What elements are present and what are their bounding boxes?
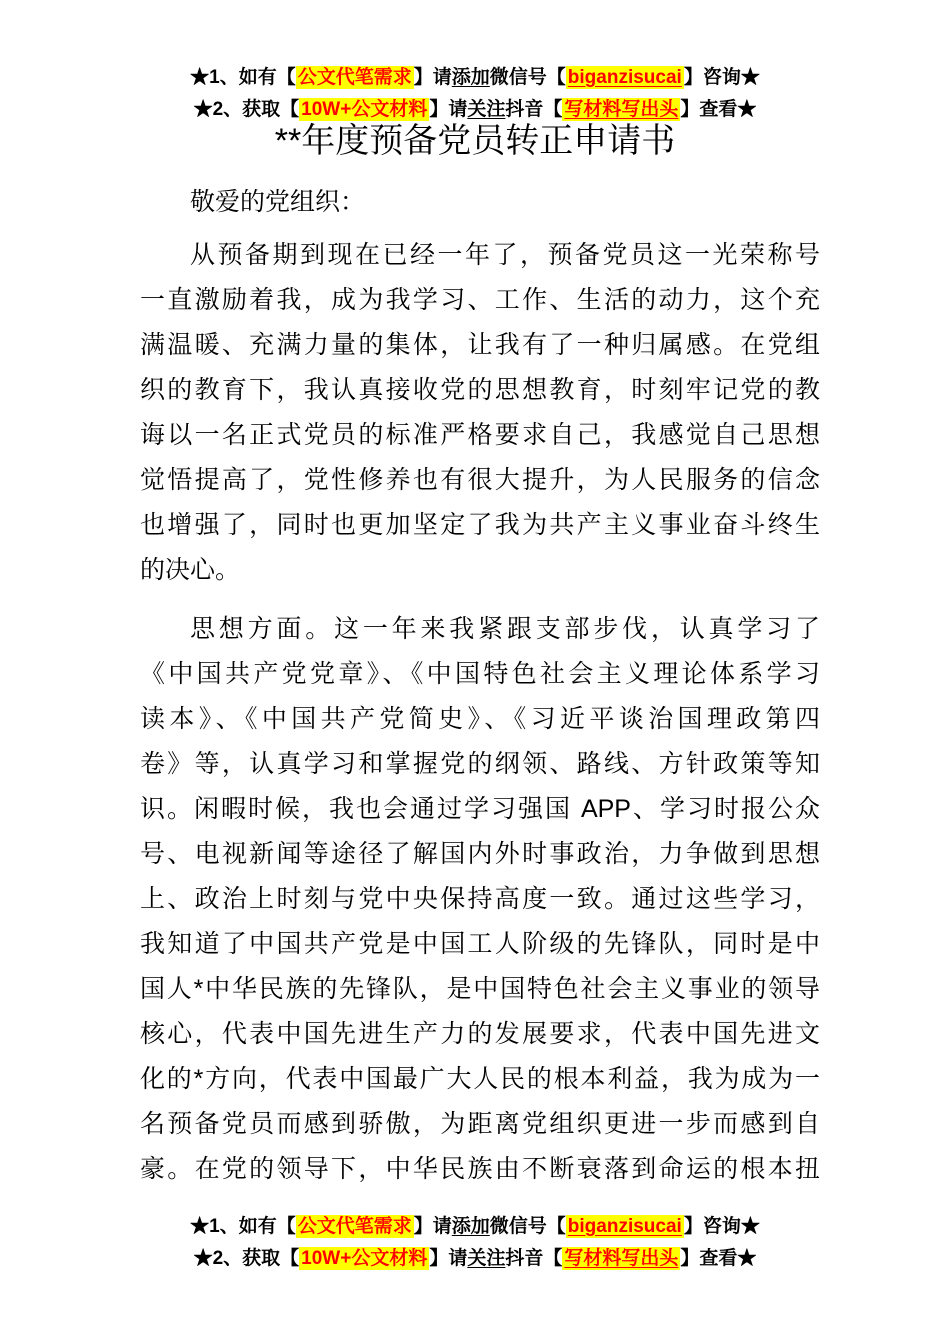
banner-text: ★1、如有【: [190, 67, 296, 88]
banner-text: 】请: [413, 67, 452, 88]
text-line: 我知道了中国共产党是中国工人阶级的先锋队，同时是中: [140, 930, 820, 958]
banner-highlight-text: 写材料写出头: [564, 99, 679, 120]
text-line: 读本》、《中国共产党简史》、《习近平谈治国理政第四: [140, 705, 820, 733]
text-line: 也增强了，同时也更加坚定了我为共产主义事业奋斗终生: [140, 511, 820, 539]
text-line: 卷》等，认真学习和掌握党的纲领、路线、方针政策等知: [140, 750, 820, 778]
banner-text: ★2、获取【: [193, 99, 300, 120]
paragraph: [140, 607, 820, 1192]
text-line: 上、政治上时刻与党中央保持高度一致。通过这些学习，: [140, 885, 820, 913]
banner-highlight-text: 公文代笔需求: [297, 67, 412, 88]
text-line: 从预备期到现在已经一年了，预备党员这一光荣称号: [190, 241, 820, 269]
banner-highlight-text: 关注: [467, 99, 506, 120]
banner-text: 】查看★: [680, 99, 757, 120]
banner-text: 】咨询★: [683, 1216, 760, 1237]
banner-highlight-text: biganzisucai: [567, 67, 682, 88]
salutation-line: 敬爱的党组织：: [190, 188, 366, 216]
banner-text: 】请: [429, 1248, 468, 1269]
banner-highlight-text: biganzisucai: [567, 1216, 682, 1237]
text-line: 化的*方向，代表中国最广大人民的根本利益，我为成为一: [140, 1065, 820, 1093]
banner-text: 抖音【: [505, 1248, 563, 1269]
text-line: 名预备党员而感到骄傲，为距离党组织更进一步而感到自: [140, 1110, 820, 1138]
banner-highlight-text: 添加: [451, 1216, 490, 1237]
text-line: 诲以一名正式党员的标准严格要求自己，我感觉自己思想: [140, 421, 820, 449]
banner-text: ★1、如有【: [190, 1216, 296, 1237]
header-ad-banner: [0, 62, 950, 126]
banner-text: 】咨询★: [683, 67, 760, 88]
text-line: 觉悟提高了，党性修养也有很大提升，为人民服务的信念: [140, 466, 820, 494]
text-line: 识。闲暇时候，我也会通过学习强国 APP、学习时报公众: [140, 795, 820, 823]
text-line: 国人*中华民族的先锋队，是中国特色社会主义事业的领导: [140, 975, 820, 1003]
text-line: 织的教育下，我认真接收党的思想教育，时刻牢记党的教: [140, 376, 820, 404]
text-line: 豪。在党的领导下，中华民族由不断衰落到命运的根本扭: [140, 1155, 820, 1183]
text-line: 思想方面。这一年来我紧跟支部步伐，认真学习了: [190, 615, 820, 643]
text-line: 满温暖、充满力量的集体，让我有了一种归属感。在党组: [140, 331, 820, 359]
footer-ad-banner: [0, 1211, 950, 1275]
document-title: **年度预备党员转正申请书: [274, 122, 676, 160]
banner-text: 微信号【: [489, 1216, 566, 1237]
ad-banner-line: [0, 1243, 950, 1275]
banner-highlight-text: 10W+公文材料: [301, 99, 428, 120]
banner-text: 】查看★: [680, 1248, 757, 1269]
text-line: 的决心。: [140, 556, 241, 584]
ad-banner-line: [0, 62, 950, 94]
document-body: [140, 180, 820, 1192]
text-line: 一直激励着我，成为我学习、工作、生活的动力，这个充: [140, 286, 820, 314]
text-line: 《中国共产党党章》、《中国特色社会主义理论体系学习: [140, 660, 820, 688]
banner-text: 】请: [413, 1216, 452, 1237]
banner-highlight-text: 写材料写出头: [564, 1248, 679, 1269]
banner-text: ★2、获取【: [193, 1248, 300, 1269]
banner-text: 】请: [429, 99, 468, 120]
banner-highlight-text: 10W+公文材料: [301, 1248, 428, 1269]
banner-text: 抖音【: [505, 99, 563, 120]
banner-highlight-text: 公文代笔需求: [297, 1216, 412, 1237]
text-line: 核心，代表中国先进生产力的发展要求，代表中国先进文: [140, 1020, 820, 1048]
banner-text: 微信号【: [489, 67, 566, 88]
text-line: 号、电视新闻等途径了解国内外时事政治，力争做到思想: [140, 840, 820, 868]
banner-highlight-text: 添加: [451, 67, 490, 88]
paragraph: [140, 233, 820, 593]
ad-banner-line: [0, 1211, 950, 1243]
banner-highlight-text: 关注: [467, 1248, 506, 1269]
